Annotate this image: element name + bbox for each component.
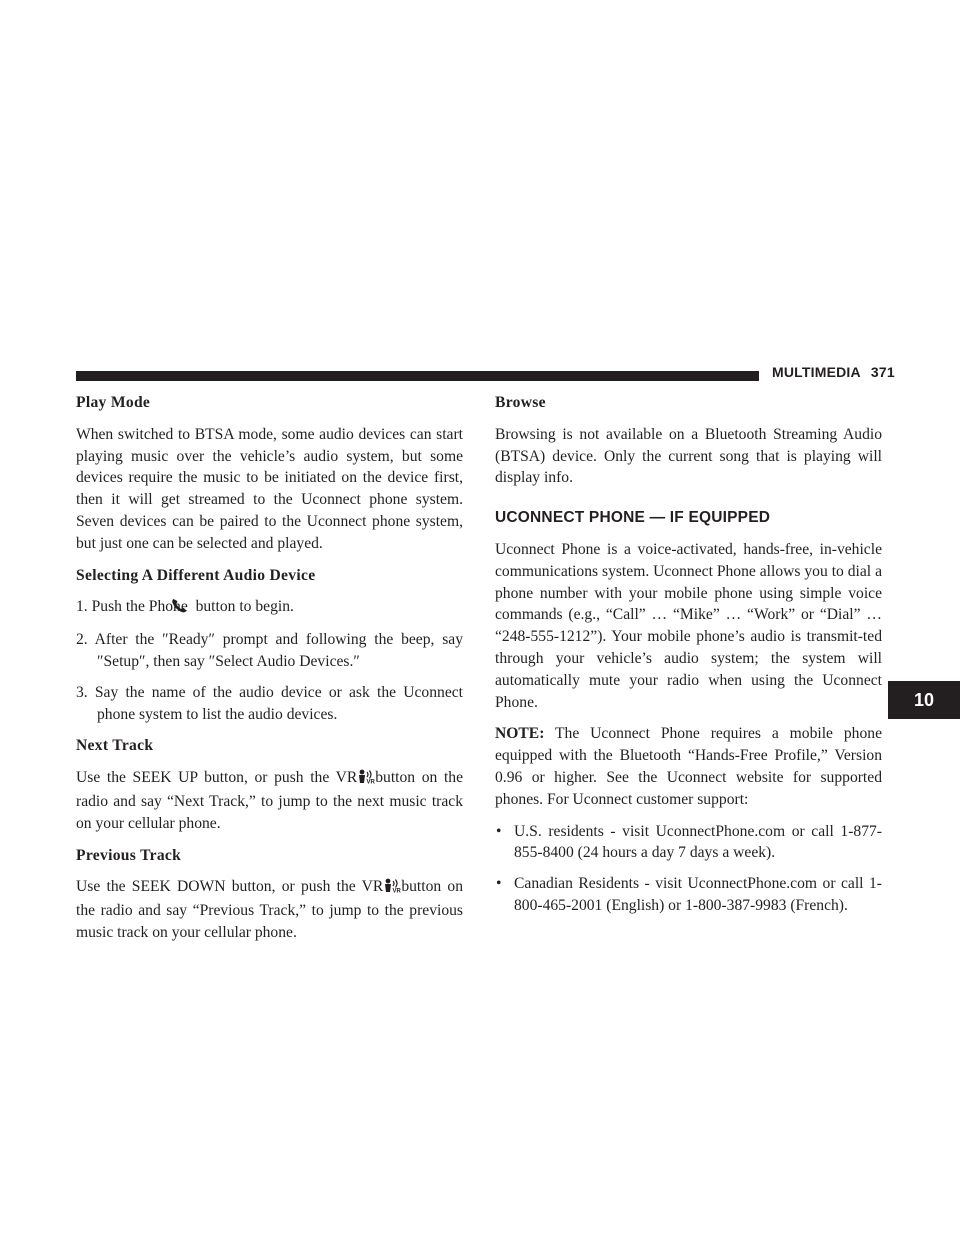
vr-icon xyxy=(383,878,401,900)
right-column xyxy=(495,392,882,926)
step-1: 1. Push the Phone button to begin. xyxy=(76,598,294,616)
note-label: NOTE: xyxy=(495,725,545,743)
svg-text:VR: VR xyxy=(366,779,376,785)
list-item: • U.S. residents - visit UconnectPhone.com or call 1-877-855-8400 (24 hours a day 7 days a week). xyxy=(496,822,882,862)
browse-heading: Browse xyxy=(495,394,546,411)
vr-icon xyxy=(357,769,375,791)
selecting-device-heading: Selecting A Different Audio Device xyxy=(76,566,316,584)
note-text: The Uconnect Phone requires a mobile phone equipped with the Bluetooth “Hands-Free Profile,” Version 0.96 or higher. See the Uconnect website for supported phones. For Uconnect customer support: xyxy=(495,725,882,808)
next-track-text: Use the SEEK UP button, or push the VR VR button on the radio and say “Next Track,” to jump to the next music track on your cellular phone. xyxy=(76,769,463,832)
left-column xyxy=(76,392,463,954)
next-track-heading: Next Track xyxy=(76,737,154,755)
play-mode-heading: Play Mode xyxy=(76,394,151,411)
uconnect-phone-text: Uconnect Phone is a voice-activated, hands-free, in-vehicle communications system. Uconnect Phone allows you to dial a phone number with your mobile phone using simple voice commands (e.g., “Call” … “Mike” … “Work” or “Dial” … “248-555-1212”). Your mobile phone’s audio is transmit-ted through your vehicle’s audio system; the system will automatically mute your radio when using the Uconnect Phone. xyxy=(495,540,882,711)
browse-text: Browsing is not available on a Bluetooth Streaming Audio (BTSA) device. Only the current song that is playing will display info. xyxy=(495,425,882,487)
bullet-icon: • xyxy=(496,822,502,840)
step-3: 3. Say the name of the audio device or ask the Uconnect phone system to list the audio devices. xyxy=(76,683,463,723)
page-number: 371 xyxy=(870,364,895,380)
step-2: 2. After the ″Ready″ prompt and following the beep, say ″Setup″, then say ″Select Audio Devices.″ xyxy=(76,631,463,670)
chapter-tab: 10 xyxy=(888,681,960,719)
previous-track-heading: Previous Track xyxy=(76,846,182,864)
play-mode-text: When switched to BTSA mode, some audio devices can start playing music over the vehicle’s audio system, but some devices require the music to be initiated on the device first, then it will get streamed to the Uconnect phone system. Seven devices can be paired to the Uconnect phone system, but just one can be selected and played. xyxy=(76,425,463,552)
selecting-device-steps xyxy=(76,596,463,725)
bullet-icon: • xyxy=(496,875,502,893)
header-rule xyxy=(76,371,759,381)
section-title: MULTIMEDIA xyxy=(772,364,861,380)
note-paragraph xyxy=(495,723,882,810)
list-item: • Canadian Residents - visit UconnectPhone.com or call 1-800-465-2001 (English) or 1-800-387-9983 (French). xyxy=(496,875,882,914)
previous-track-text: Use the SEEK DOWN button, or push the VR VR button on the radio and say “Previous Track,” to jump to the previous music track on your cellular phone. xyxy=(76,878,463,941)
svg-text:VR: VR xyxy=(392,888,402,894)
uconnect-phone-heading: UCONNECT PHONE — IF EQUIPPED xyxy=(495,509,771,527)
running-header xyxy=(772,364,895,380)
support-list xyxy=(495,821,882,917)
